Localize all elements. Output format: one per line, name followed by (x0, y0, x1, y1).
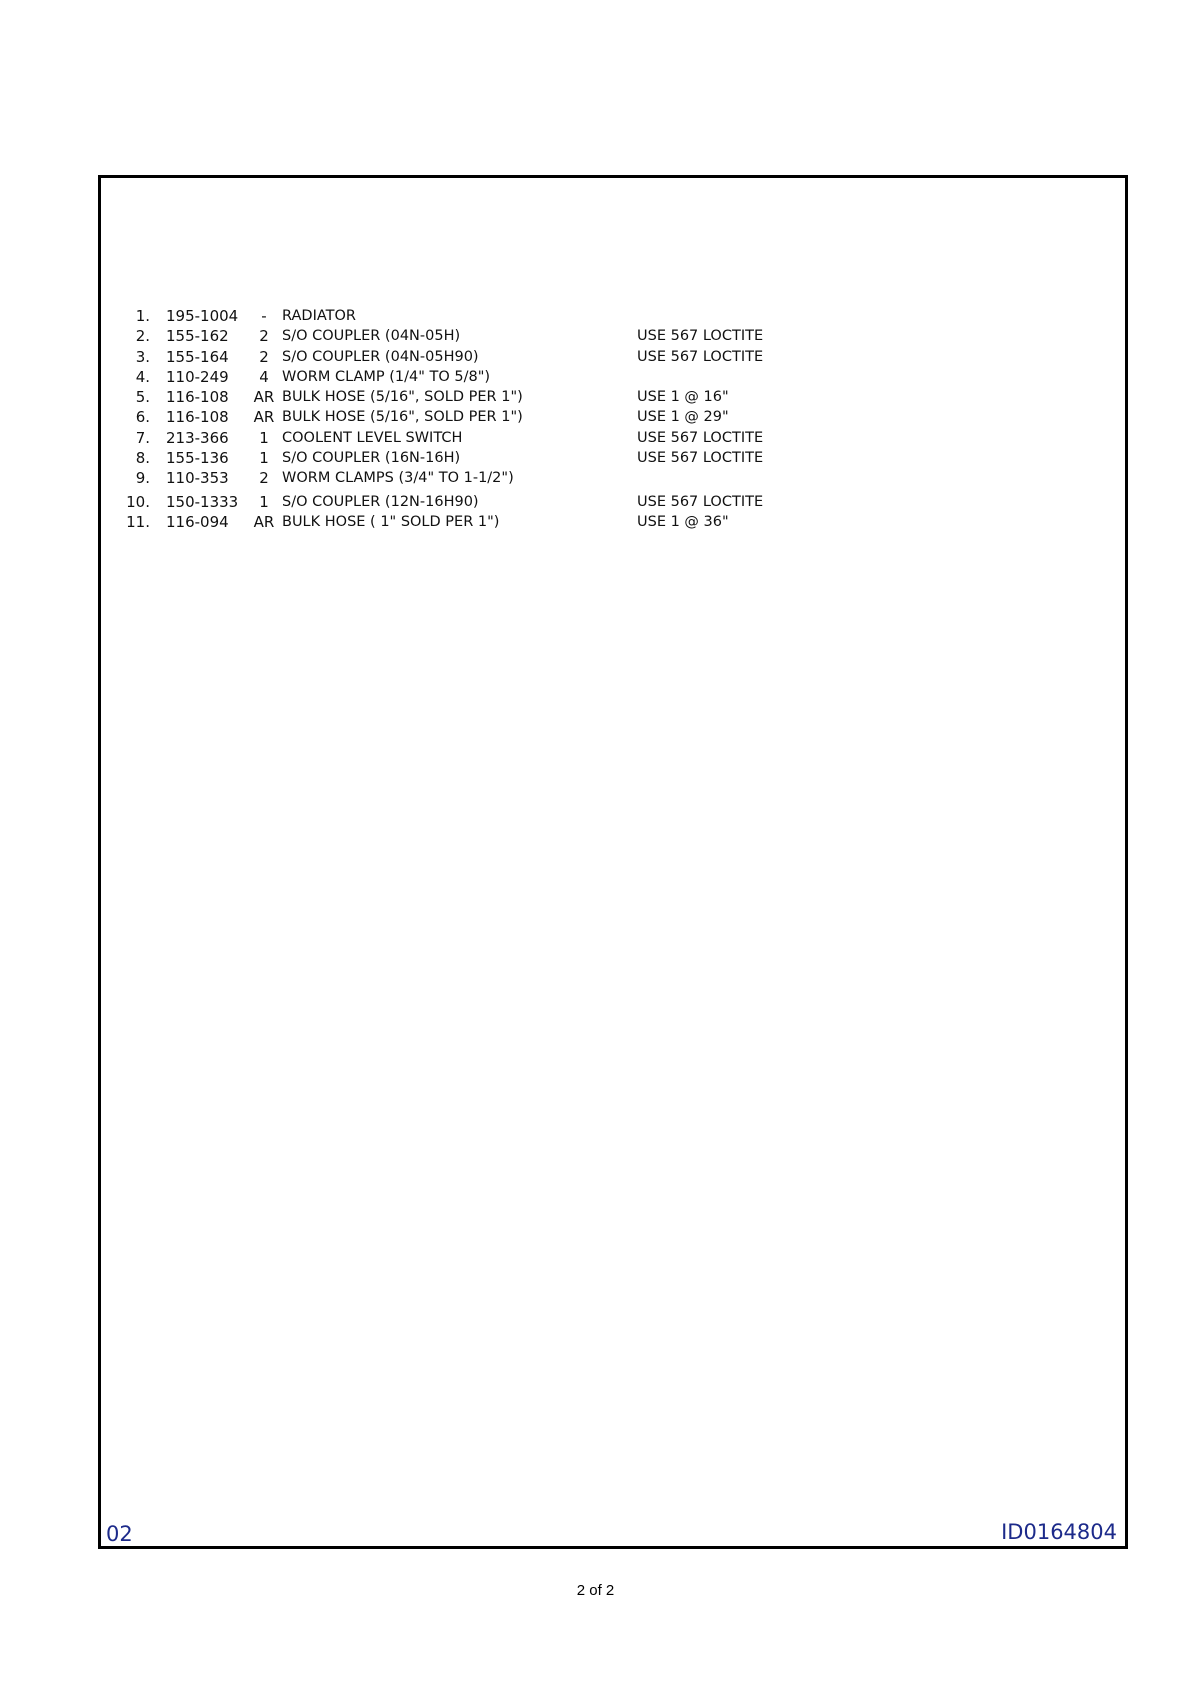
part-number: 116-094 (166, 512, 229, 531)
item-number: 11. (126, 512, 150, 531)
parts-row (120, 407, 820, 427)
item-number: 2. (135, 327, 150, 346)
description: BULK HOSE (5/16", SOLD PER 1") (282, 389, 523, 406)
part-number: 110-353 (166, 469, 229, 488)
drawing-id: ID0164804 (1001, 1520, 1117, 1544)
description: S/O COUPLER (04N-05H90) (282, 348, 479, 365)
parts-row (120, 306, 820, 326)
item-number: 9. (135, 469, 150, 488)
parts-row (120, 492, 820, 512)
description: BULK HOSE (5/16", SOLD PER 1") (282, 409, 523, 426)
parts-row (120, 468, 820, 488)
quantity: AR (253, 388, 275, 407)
note: USE 1 @ 16" (637, 389, 729, 406)
part-number: 116-108 (166, 408, 229, 427)
part-number: 155-162 (166, 327, 229, 346)
note: USE 1 @ 36" (637, 513, 729, 530)
quantity: 2 (259, 327, 269, 346)
note: USE 1 @ 29" (637, 409, 729, 426)
quantity: 1 (259, 428, 269, 447)
page-number: 2 of 2 (576, 1582, 615, 1599)
quantity: 1 (259, 492, 269, 511)
description: S/O COUPLER (16N-16H) (282, 450, 461, 467)
item-number: 8. (135, 449, 150, 468)
note: USE 567 LOCTITE (637, 429, 764, 446)
description: WORM CLAMPS (3/4" TO 1-1/2") (282, 470, 514, 487)
note: USE 567 LOCTITE (637, 348, 764, 365)
quantity: AR (253, 512, 275, 531)
parts-row (120, 512, 820, 532)
item-number: 4. (135, 367, 150, 386)
quantity: 2 (259, 469, 269, 488)
description: S/O COUPLER (12N-16H90) (282, 493, 479, 510)
part-number: 195-1004 (166, 307, 239, 325)
revision-label: 02 (106, 1522, 133, 1546)
item-number: 10. (126, 492, 150, 511)
part-number: 116-108 (166, 388, 229, 407)
note: USE 567 LOCTITE (637, 493, 764, 510)
note: USE 567 LOCTITE (637, 328, 764, 345)
quantity: 4 (259, 367, 269, 386)
parts-row (120, 347, 820, 367)
description: BULK HOSE ( 1" SOLD PER 1") (282, 513, 500, 530)
item-number: 6. (135, 408, 150, 427)
parts-row (120, 387, 820, 407)
part-number: 155-136 (166, 449, 229, 468)
quantity: AR (253, 408, 275, 427)
part-number: 110-249 (166, 367, 229, 386)
description: WORM CLAMP (1/4" TO 5/8") (282, 368, 491, 385)
parts-row (120, 448, 820, 468)
note: USE 567 LOCTITE (637, 450, 764, 467)
parts-row (120, 367, 820, 387)
description: S/O COUPLER (04N-05H) (282, 328, 461, 345)
item-number: 7. (135, 428, 150, 447)
quantity: 1 (259, 449, 269, 468)
quantity: - (261, 307, 267, 325)
part-number: 150-1333 (166, 492, 239, 511)
parts-row (120, 326, 820, 346)
description: RADIATOR (282, 308, 356, 324)
item-number: 1. (135, 307, 150, 325)
description: COOLENT LEVEL SWITCH (282, 429, 463, 446)
parts-list (120, 306, 820, 532)
part-number: 213-366 (166, 428, 229, 447)
item-number: 3. (135, 347, 150, 366)
quantity: 2 (259, 347, 269, 366)
parts-row (120, 428, 820, 448)
item-number: 5. (135, 388, 150, 407)
part-number: 155-164 (166, 347, 229, 366)
